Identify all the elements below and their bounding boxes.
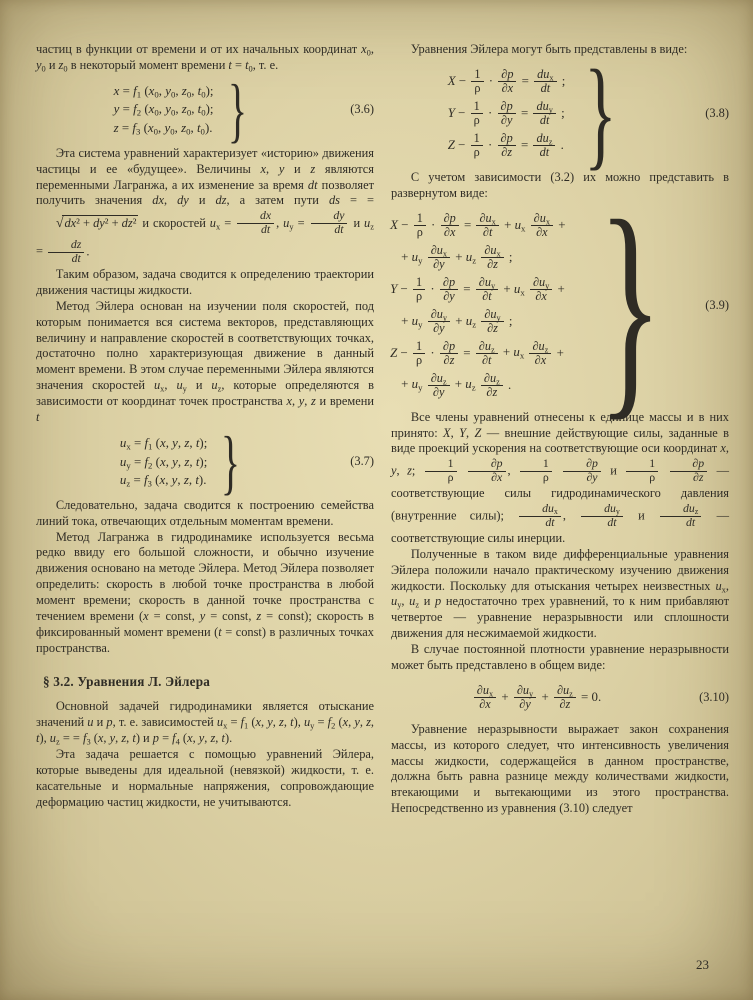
- system-brace: }: [227, 68, 247, 150]
- text-run: +: [498, 689, 512, 704]
- equation-number: (3.10): [699, 689, 729, 704]
- fraction: $\frac{\partial u_x}{\partial t}$: [476, 212, 498, 240]
- paragraph: [391, 170, 729, 202]
- fraction: $\frac{\partial p}{\partial y}$: [440, 276, 458, 304]
- text-run: ;: [505, 249, 513, 264]
- text-run: ·: [484, 137, 496, 152]
- text-run: .: [86, 244, 90, 259]
- equation-number: (3.9): [705, 297, 729, 312]
- text-run: В случае постоянной плотности уравнение неразрывности может быть представлено в общем виде:: [391, 642, 729, 672]
- page-number: 23: [696, 957, 709, 973]
- text-run: ;: [558, 73, 566, 88]
- system-brace: }: [584, 45, 617, 181]
- text-run: + $u_y$: [401, 377, 423, 393]
- fraction: $\frac{\partial u_z}{\partial x}$: [529, 340, 551, 368]
- equation-line: [120, 454, 207, 471]
- paragraph: [36, 699, 374, 747]
- text-run: ;: [557, 105, 565, 120]
- fraction: $\frac{du_z}{dt}$: [533, 132, 555, 160]
- paragraph: [36, 530, 374, 657]
- text-run: Z −: [447, 137, 469, 152]
- paragraph: [36, 267, 374, 299]
- text-run: ,: [562, 508, 580, 523]
- fraction: $\frac{\partial u_z}{\partial z}$: [481, 372, 503, 400]
- fraction: $\frac{1}{\rho}$: [414, 212, 426, 240]
- fraction: $\frac{\partial p}{\partial y}$: [563, 458, 601, 485]
- text-run: =: [460, 217, 475, 232]
- paragraph: [391, 547, 729, 642]
- equation-line: [390, 211, 565, 241]
- fraction: $\frac{\partial u_y}{\partial z}$: [481, 308, 503, 336]
- equation-line: [448, 67, 566, 97]
- text-run: + $u_x$: [500, 281, 525, 298]
- text-run: — соответствующие силы гидродинамического давления (внутренние силы);: [391, 463, 729, 523]
- right-column: [391, 42, 729, 817]
- text-run: $u_z = f_3$ (x, y, z, t).: [119, 473, 207, 489]
- text-run: .: [504, 377, 512, 392]
- text-run: и скоростей $u_x$ =: [138, 215, 236, 231]
- text-run: [554, 464, 561, 478]
- text-run: + $u_x$: [499, 345, 525, 361]
- text-run: , $u_y$ =: [276, 215, 309, 231]
- left-column: [36, 42, 374, 817]
- text-run: [660, 464, 667, 478]
- fraction: $\frac{\partial u_z}{\partial y}$: [428, 372, 450, 400]
- paragraph: [36, 747, 374, 811]
- text-run: +: [553, 345, 564, 360]
- text-run: и: [624, 508, 659, 523]
- fraction: $\frac{du_z}{dt}$: [660, 503, 701, 530]
- fraction: $\frac{\partial u_x}{\partial y}$: [428, 244, 450, 272]
- paragraph: [36, 498, 374, 530]
- equation-line: [472, 683, 601, 713]
- text-run: $y = f_2$ ($x_0$, $y_0$, $z_0$, $t_0$);: [113, 102, 214, 118]
- paragraph: [36, 146, 374, 267]
- equation-line: [120, 435, 207, 452]
- text-run: + $u_z$: [452, 249, 477, 266]
- text-run: Основной задачей гидродинамики является отыскание значений u и p, т. е. зависимостей $u_x = f_1$ (x, y, z, t), $u_y = f_2$ (x, y, z, t), $u_z$ = = $f_3$ (x, y, z, t) и $p = f_4$ (x, y, z, t).: [36, 699, 375, 747]
- fraction: $\frac{1}{\rho}$: [413, 340, 425, 368]
- text-run: Уравнения Эйлера могут быть представлены в виде:: [410, 42, 688, 56]
- text-run: $u_x = f_1$ (x, y, z, t);: [119, 436, 208, 452]
- fraction: $\frac{\partial p}{\partial x}$: [468, 458, 506, 485]
- equation-line: [390, 339, 565, 369]
- equation-line: [448, 99, 566, 129]
- fraction: $\frac{1}{\rho}$: [413, 276, 425, 304]
- text-run: ·: [427, 217, 439, 232]
- text-run: =: [518, 73, 533, 88]
- fraction: $\frac{dy}{dt}$: [311, 210, 348, 237]
- text-run: +: [555, 217, 566, 232]
- paragraph: [36, 299, 374, 426]
- equation-number: (3.6): [350, 101, 374, 116]
- paragraph: [36, 42, 374, 74]
- text-run: +: [554, 281, 565, 296]
- system-brace: }: [221, 420, 241, 502]
- text-run: [459, 464, 466, 478]
- equation-line: [120, 472, 207, 489]
- fraction: $\frac{\partial p}{\partial x}$: [498, 68, 516, 96]
- fraction: $\frac{du_x}{dt}$: [519, 503, 561, 530]
- text-run: Z −: [390, 345, 411, 360]
- fraction: $\frac{du_y}{dt}$: [581, 503, 623, 530]
- fraction: $\frac{du_y}{dt}$: [533, 100, 555, 128]
- equation-line: [114, 101, 214, 118]
- text-run: .: [557, 137, 564, 152]
- fraction: $\frac{dz}{dt}$: [48, 239, 84, 266]
- fraction: $\frac{\partial p}{\partial z}$: [440, 340, 458, 368]
- fraction: $\frac{\partial u_x}{\partial x}$: [531, 212, 553, 240]
- paragraph: [391, 42, 729, 58]
- fraction: $\frac{\partial p}{\partial z}$: [498, 132, 516, 160]
- fraction: $\frac{\partial u_x}{\partial x}$: [474, 684, 496, 712]
- text-run: =: [460, 281, 474, 296]
- text-run: $z = f_3$ ($x_0$, $y_0$, $z_0$, $t_0$).: [113, 121, 213, 137]
- system-brace: }: [597, 171, 662, 440]
- fraction: $\frac{\partial u_z}{\partial z}$: [554, 684, 576, 712]
- text-run: + $u_y$: [401, 249, 423, 266]
- text-run: С учетом зависимости (3.2) их можно представить в развернутом виде:: [391, 169, 729, 200]
- fraction: $\frac{du_x}{dt}$: [534, 68, 556, 96]
- fraction: $\frac{\partial p}{\partial z}$: [670, 458, 708, 485]
- text-run: ;: [505, 313, 513, 328]
- text-run: ,: [507, 463, 519, 478]
- text-run: Следовательно, задача сводится к построению семейства линий тока, отвечающих отдельным моментам времени.: [36, 497, 374, 528]
- equation-number: (3.7): [350, 453, 374, 468]
- equation-line: [401, 371, 565, 401]
- text-run: и: [602, 463, 625, 478]
- text-run: ·: [427, 345, 438, 360]
- text-run: Y −: [447, 105, 469, 120]
- text-run: =: [460, 345, 474, 360]
- text-run: — соответствующие силы инерции.: [391, 508, 729, 545]
- text-run: Таким образом, задача сводится к определению траектории движения частицы жидкости.: [36, 267, 374, 297]
- equation-number: (3.8): [705, 105, 729, 120]
- fraction: $\frac{\partial u_y}{\partial y}$: [514, 684, 536, 712]
- section-heading: § 3.2. Уравнения Л. Эйлера: [43, 673, 211, 689]
- fraction: $\frac{1}{\rho}$: [471, 68, 483, 96]
- fraction: $\frac{\partial p}{\partial y}$: [498, 100, 516, 128]
- text-run: Эта задача решается с помощью уравнений Эйлера, которые выведены для идеальной (невязкой) жидкости, т. е. касательные и нормальные напряжения, сопровождающие деформацию частиц жидкости, не учитываются.: [36, 747, 374, 809]
- fraction: $\frac{1}{\rho}$: [626, 458, 658, 485]
- two-column-layout: [36, 42, 729, 817]
- text-run: + $u_z$: [452, 313, 477, 329]
- text-run: X −: [447, 73, 470, 88]
- equation-line: [390, 275, 565, 305]
- text-run: =: [517, 105, 532, 120]
- square-root: √dx² + dy² + dz²: [55, 215, 137, 231]
- text-run: Полученные в таком виде дифференциальные уравнения Эйлера положили начало практическому изучению движения жидкости. Поскольку для отыскания четырех неизвестных $u_x$, $u_y$, $u_z$ и p недостаточно трех уравнений, то к ним прибавляют четвертое — уравнение неразрывности или сплошности движения для несжимаемой жидкости.: [391, 546, 730, 641]
- paragraph: [391, 410, 729, 547]
- paragraph: [391, 642, 729, 674]
- equation-line: [401, 307, 565, 337]
- text-run: Y −: [390, 281, 411, 296]
- text-run: + $u_x$: [500, 217, 526, 234]
- fraction: $\frac{\partial u_y}{\partial t}$: [476, 276, 498, 304]
- text-run: X −: [390, 217, 412, 232]
- fraction: $\frac{dx}{dt}$: [237, 210, 274, 237]
- text-run: + $u_y$: [401, 313, 423, 329]
- fraction: $\frac{\partial u_y}{\partial y}$: [428, 308, 450, 336]
- fraction: $\frac{\partial u_y}{\partial x}$: [530, 276, 552, 304]
- equation-3.10: [391, 681, 729, 715]
- fraction: $\frac{\partial u_z}{\partial t}$: [476, 340, 498, 368]
- equation-line: [401, 243, 565, 273]
- text-run: и $u_z$ =: [36, 215, 374, 259]
- text-run: частиц в функции от времени и от их начальных координат $x_0$, $y_0$ и $z_0$ в некоторый момент времени $t = t_0$, т. е.: [36, 42, 374, 74]
- fraction: $\frac{1}{\rho}$: [471, 132, 483, 160]
- text-run: = 0.: [577, 689, 602, 704]
- text-run: + $u_z$: [451, 377, 476, 393]
- equation-3.7: [36, 420, 374, 502]
- text-run: Метод Лагранжа в гидродинамике используется весьма редко ввиду его большой сложности, и обычно изучение движения основано на методе Эйлера. Метод Эйлера позволяет определить: скорость в любой точке пространства в любой момент времени; скорость в данной точке пространства с течением времени (x = const, y = const, z = const); скорость в фиксированный момент времени (t = const) в различных точках пространства.: [36, 529, 374, 655]
- equation-line: [114, 83, 214, 100]
- text-run: ·: [427, 281, 438, 296]
- text-run: Эта система уравнений характеризует «историю» движения частицы и ее «будущее». Величины x, y и z являются переменными Лагранжа, а их изменение за время dt позволяет получить значения dx, dy и dz, а затем пути ds = =: [36, 145, 375, 208]
- fraction: $\frac{\partial u_x}{\partial z}$: [481, 244, 503, 272]
- equation-3.6: [36, 68, 374, 150]
- text-run: Все члены уравнений отнесены к единице массы и в них принято: X, Y, Z — внешние действующие силы, заданные в виде проекций ускорения на соответствующие оси координат x, y, z;: [391, 409, 729, 478]
- text-run: =: [517, 137, 532, 152]
- fraction: $\frac{1}{\rho}$: [425, 458, 457, 485]
- text-run: +: [538, 689, 552, 704]
- fraction: $\frac{1}{\rho}$: [520, 458, 552, 485]
- equation-line: [114, 120, 214, 137]
- text-run: Уравнение неразрывности выражает закон сохранения массы, из которого следует, что интенсивность увеличения массы жидкости, содержащейся в данном пространстве, должна быть равна разнице между количествами жидкости, втекающими и вытекающими из этого пространства. Непосредственно из уравнения (3.10) следует: [391, 721, 729, 816]
- fraction: $\frac{\partial p}{\partial x}$: [441, 212, 459, 240]
- text-run: $x = f_1$ ($x_0$, $y_0$, $z_0$, $t_0$);: [113, 83, 214, 100]
- text-run: $u_y = f_2$ (x, y, z, t);: [119, 454, 208, 470]
- equation-line: [448, 131, 566, 161]
- fraction: $\frac{1}{\rho}$: [471, 100, 483, 128]
- text-run: ·: [484, 105, 496, 120]
- paragraph: [391, 722, 729, 817]
- text-run: ·: [485, 73, 497, 88]
- text-run: Метод Эйлера основан на изучении поля скоростей, под которым понимается вся система векторов, представляющих величину и направление скоростей в соответствующих точках, достаточно полно характеризующая движение в данный момент времени. В этом случае переменными Эйлера являются значения скоростей $u_x$, $u_y$ и $u_z$, которые определяются в зависимости от координат точек пространства x, y, z и времени t: [36, 298, 374, 424]
